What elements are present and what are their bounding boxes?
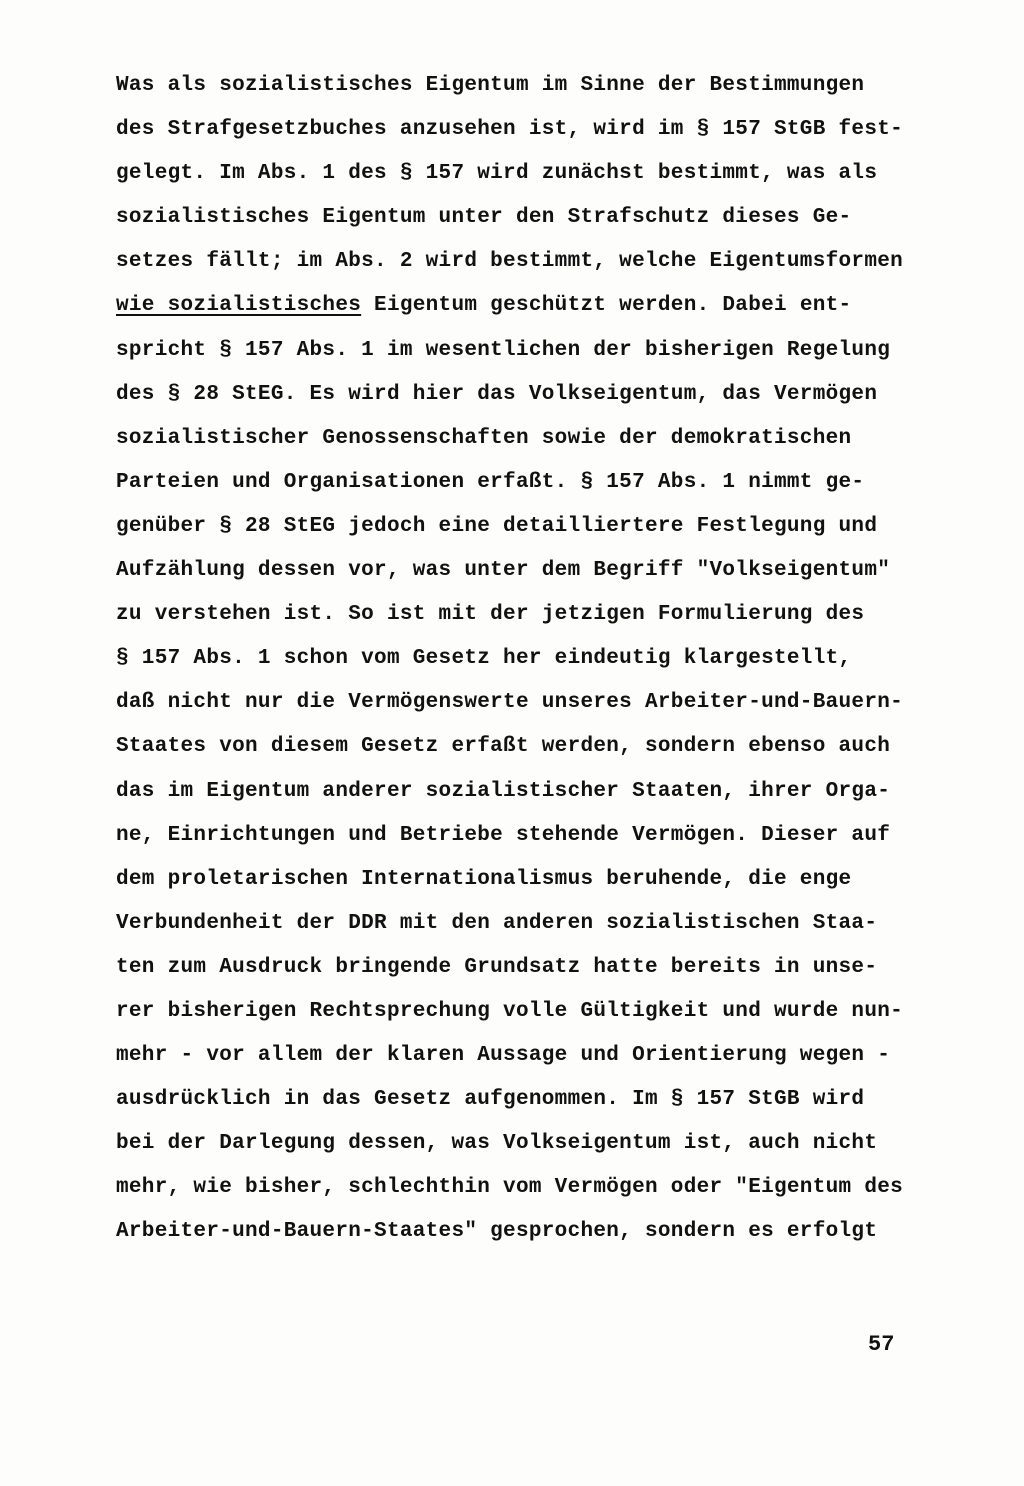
text-line: Parteien und Organisationen erfaßt. § 157 Abs. 1 nimmt ge-: [116, 470, 865, 494]
page-number: 57: [868, 1332, 895, 1357]
text-line: bei der Darlegung dessen, was Volkseigentum ist, auch nicht: [116, 1132, 878, 1156]
body-text: [116, 64, 956, 1255]
text-line: zu verstehen ist. So ist mit der jetzigen Formulierung des: [116, 603, 865, 627]
text-line: daß nicht nur die Vermögenswerte unseres Arbeiter-und-Bauern-: [116, 691, 904, 715]
text-line: genüber § 28 StEG jedoch eine detailliertere Festlegung und: [116, 514, 878, 538]
text-line-rest: Eigentum geschützt werden. Dabei ent-: [374, 294, 852, 318]
text-line: ausdrücklich in das Gesetz aufgenommen. Im § 157 StGB wird: [116, 1088, 865, 1112]
text-line: spricht § 157 Abs. 1 im wesentlichen der bisherigen Regelung: [116, 338, 891, 362]
text-line: des Strafgesetzbuches anzusehen ist, wird im § 157 StGB fest-: [116, 118, 904, 142]
text-line: ne, Einrichtungen und Betriebe stehende Vermögen. Dieser auf: [116, 823, 891, 847]
text-line: Aufzählung dessen vor, was unter dem Begriff "Volkseigentum": [116, 559, 891, 583]
text-line: mehr, wie bisher, schlechthin vom Vermögen oder "Eigentum des: [116, 1176, 904, 1200]
text-line-underlined: [116, 284, 956, 328]
text-line: des § 28 StEG. Es wird hier das Volkseigentum, das Vermögen: [116, 382, 878, 406]
text-line: setzes fällt; im Abs. 2 wird bestimmt, welche Eigentumsformen: [116, 250, 904, 274]
text-line: mehr - vor allem der klaren Aussage und Orientierung wegen -: [116, 1044, 891, 1068]
text-line: dem proletarischen Internationalismus beruhende, die enge: [116, 867, 852, 891]
text-line: Verbundenheit der DDR mit den anderen sozialistischen Staa-: [116, 911, 878, 935]
text-line: § 157 Abs. 1 schon vom Gesetz her eindeutig klargestellt,: [116, 647, 852, 671]
text-line: das im Eigentum anderer sozialistischer Staaten, ihrer Orga-: [116, 779, 891, 803]
text-line: Was als sozialistisches Eigentum im Sinne der Bestimmungen: [116, 74, 865, 97]
text-line: ten zum Ausdruck bringende Grundsatz hatte bereits in unse-: [116, 955, 878, 979]
text-line: Staates von diesem Gesetz erfaßt werden, sondern ebenso auch: [116, 735, 891, 759]
text-line: sozialistischer Genossenschaften sowie der demokratischen: [116, 426, 852, 450]
text-line: sozialistisches Eigentum unter den Strafschutz dieses Ge-: [116, 206, 852, 230]
text-line: rer bisherigen Rechtsprechung volle Gültigkeit und wurde nun-: [116, 999, 904, 1023]
text-line: gelegt. Im Abs. 1 des § 157 wird zunächst bestimmt, was als: [116, 162, 878, 186]
text-line: Arbeiter-und-Bauern-Staates" gesprochen, sondern es erfolgt: [116, 1220, 878, 1244]
underlined-phrase: wie sozialistisches: [116, 294, 362, 318]
